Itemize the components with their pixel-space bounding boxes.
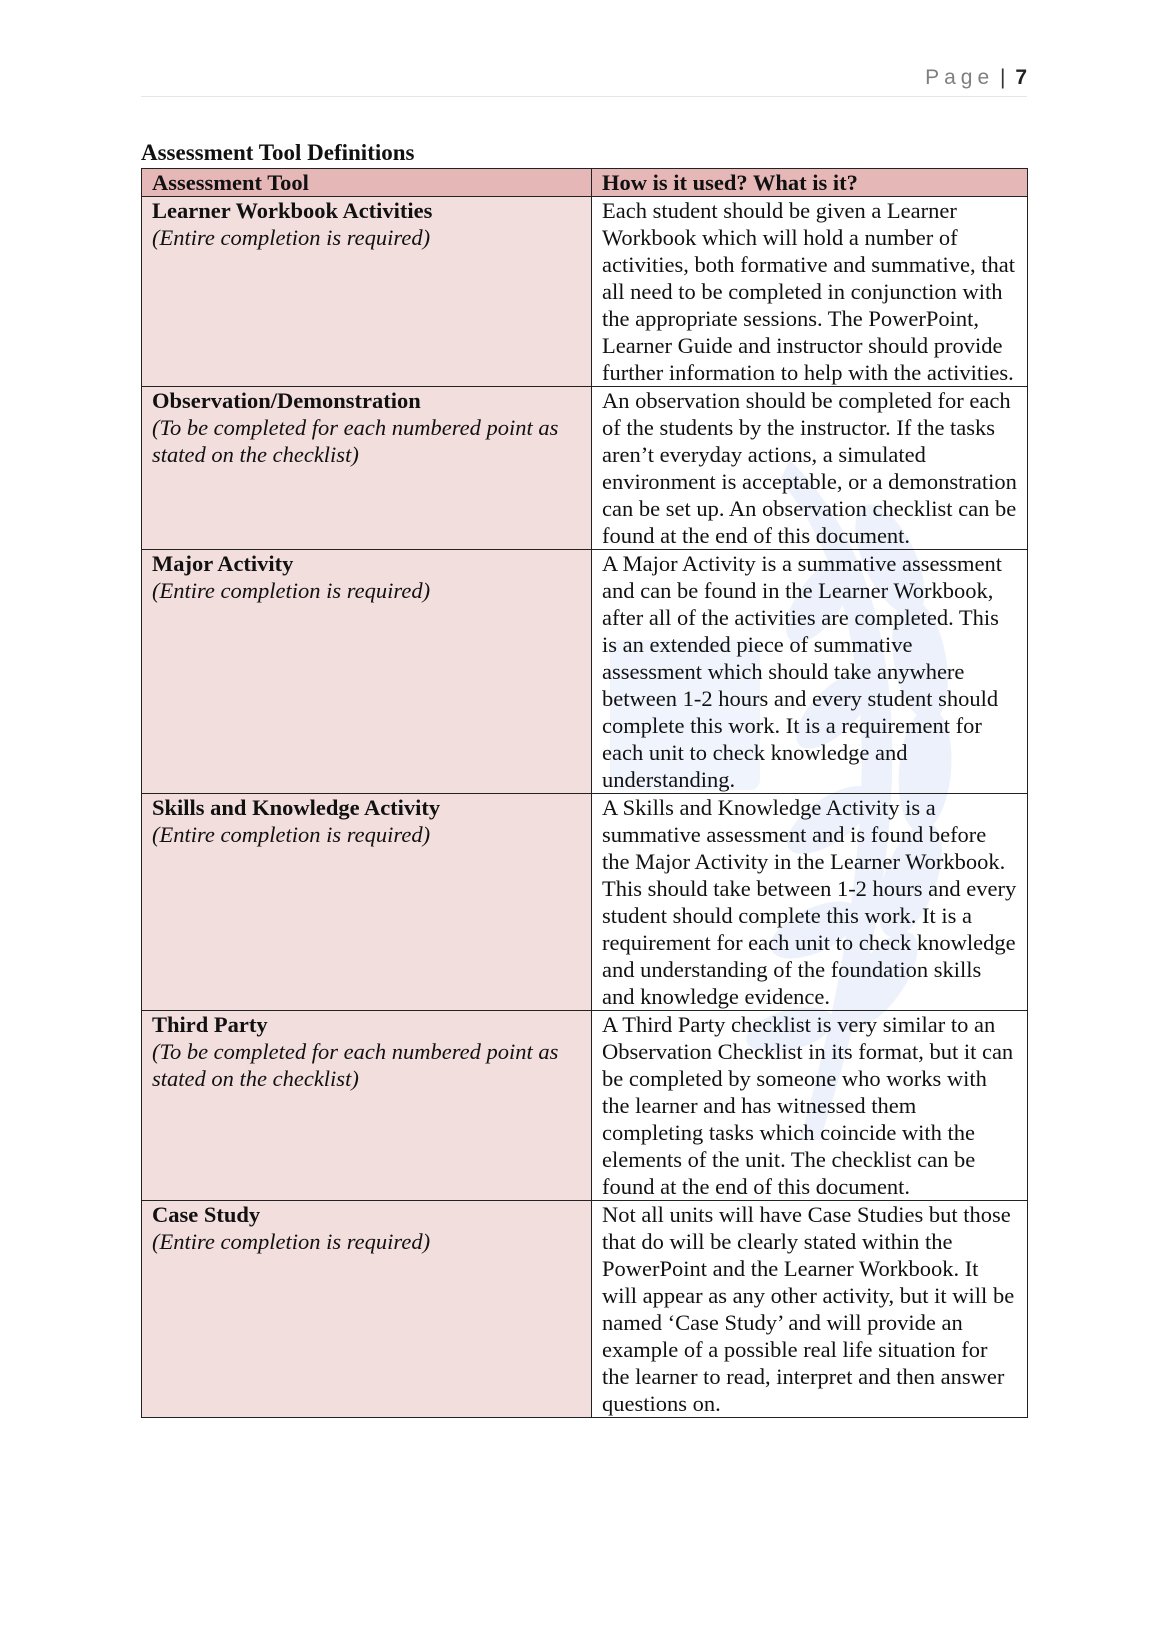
tool-note: (Entire completion is required) (152, 225, 431, 250)
tool-note: (To be completed for each numbered point as stated on the checklist) (152, 1039, 559, 1091)
column-header-description: How is it used? What is it? (592, 169, 1028, 197)
tool-cell (142, 197, 592, 387)
description-cell: A Skills and Knowledge Activity is a summative assessment and is found before the Major Activity in the Learner Workbook. This should take between 1-2 hours and every student should complete this work. It is a requirement for each unit to check knowledge and understanding of the foundation skills and knowledge evidence. (592, 794, 1028, 1011)
page-label: Page (925, 66, 995, 89)
table-header-row (142, 169, 1028, 197)
tool-cell (142, 550, 592, 794)
table-row (142, 794, 1028, 1011)
page-number: 7 (1015, 66, 1027, 89)
column-header-tool: Assessment Tool (142, 169, 592, 197)
tool-cell (142, 1201, 592, 1418)
table-row (142, 197, 1028, 387)
page-header (141, 66, 1027, 97)
table-row (142, 387, 1028, 550)
table-row (142, 550, 1028, 794)
page-separator: | (1000, 66, 1006, 89)
tool-cell (142, 387, 592, 550)
section-title: Assessment Tool Definitions (141, 140, 415, 165)
tool-name: Observation/Demonstration (152, 388, 421, 413)
description-cell: A Major Activity is a summative assessment and can be found in the Learner Workbook, after all of the activities are completed. This is an extended piece of summative assessment which should take anywhere between 1-2 hours and every student should complete this work. It is a requirement for each unit to check knowledge and understanding. (592, 550, 1028, 794)
tool-name: Third Party (152, 1012, 268, 1037)
tool-name: Learner Workbook Activities (152, 198, 433, 223)
assessment-tool-table (141, 168, 1028, 1418)
tool-note: (Entire completion is required) (152, 1229, 431, 1254)
tool-name: Major Activity (152, 551, 294, 576)
tool-name: Case Study (152, 1202, 261, 1227)
description-cell: A Third Party checklist is very similar to an Observation Checklist in its format, but it can be completed by someone who works with the learner and has witnessed them completing tasks which coincide with the elements of the unit. The checklist can be found at the end of this document. (592, 1011, 1028, 1201)
description-cell: An observation should be completed for each of the students by the instructor. If the tasks aren’t everyday actions, a simulated environment is acceptable, or a demonstration can be set up. An observation checklist can be found at the end of this document. (592, 387, 1028, 550)
description-cell: Each student should be given a Learner Workbook which will hold a number of activities, both formative and summative, that all need to be completed in conjunction with the appropriate sessions. The PowerPoint, Learner Guide and instructor should provide further information to help with the activities. (592, 197, 1028, 387)
tool-cell (142, 794, 592, 1011)
tool-note: (Entire completion is required) (152, 822, 431, 847)
tool-cell (142, 1011, 592, 1201)
tool-note: (Entire completion is required) (152, 578, 431, 603)
table-row (142, 1201, 1028, 1418)
tool-note: (To be completed for each numbered point as stated on the checklist) (152, 415, 559, 467)
description-cell: Not all units will have Case Studies but those that do will be clearly stated within the PowerPoint and the Learner Workbook. It will appear as any other activity, but it will be named ‘Case Study’ and will provide an example of a possible real life situation for the learner to read, interpret and then answer questions on. (592, 1201, 1028, 1418)
table-row (142, 1011, 1028, 1201)
tool-name: Skills and Knowledge Activity (152, 795, 441, 820)
